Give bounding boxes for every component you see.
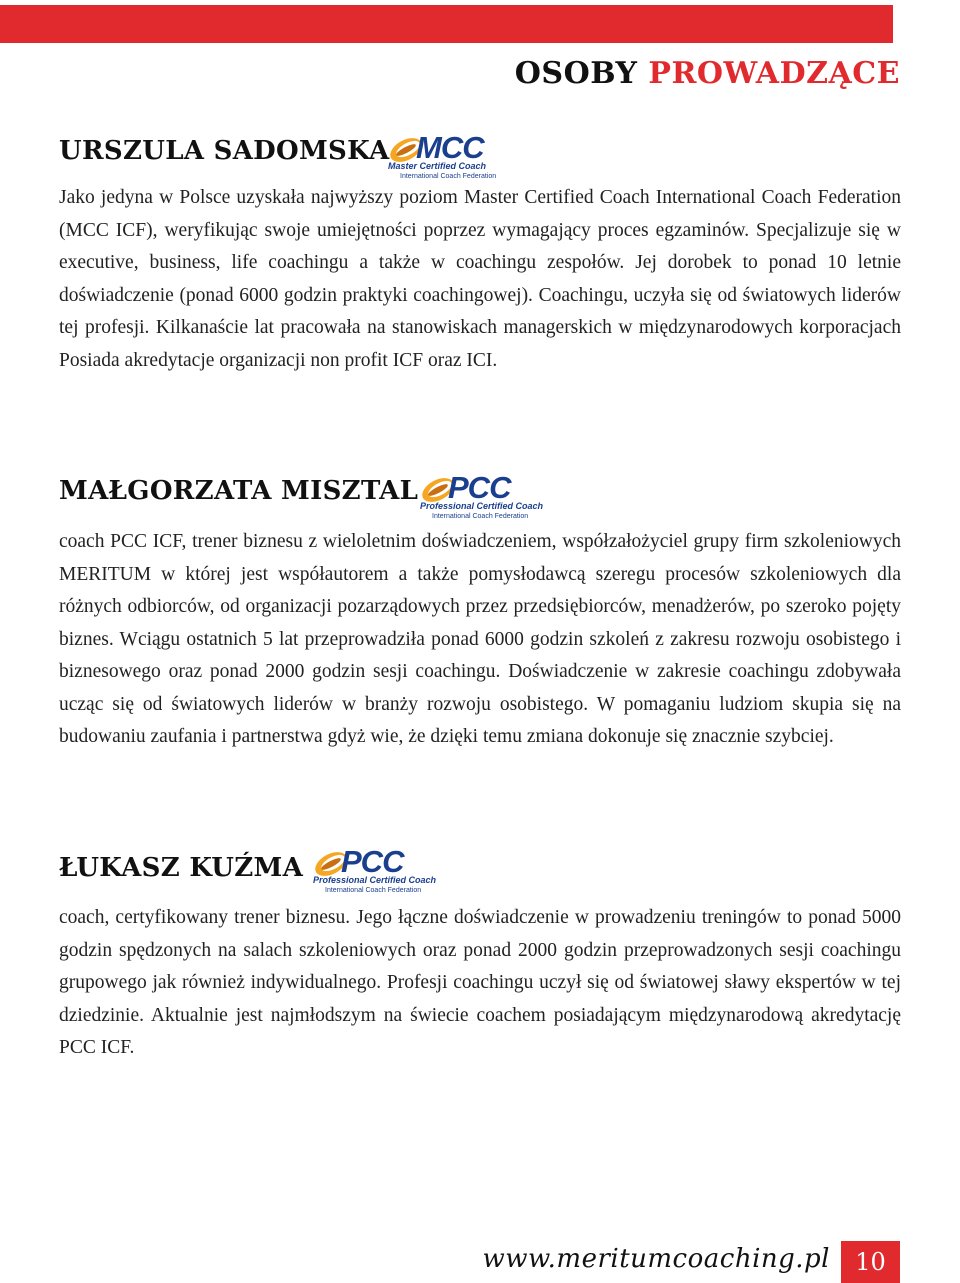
person-bio: Jako jedyna w Polsce uzyskała najwyższy poziom Master Certified Coach International Coach Federation (MCC ICF), weryfikując swoje umiejętności poprzez wymagający proces egzaminów. Specjalizuje się w executive, business, life coachingu a także w coachingu zespołów. Jej dorobek to ponad 10 letnie doświadczenie (ponad 6000 godzin praktyki coachingowej). Coachingu, uczyła się od światowych liderów tej profesji. Kilkanaście lat pracowała na stanowiskach managerskich w międzynarodowych korporacjach Posiada akredytacje organizacji non profit ICF oraz ICI. — [59, 187, 901, 371]
person-header-malgorzata-misztal — [59, 476, 418, 506]
badge-abbreviation: PCC — [448, 470, 511, 505]
page-title-part2: PROWADZĄCE — [648, 56, 900, 91]
header-accent-bar — [0, 5, 893, 43]
person-bio: coach PCC ICF, trener biznesu z wieloletnim doświadczeniem, współzałożyciel grupy firm szkoleniowych MERITUM w której jest współautorem a także pomysłodawcą szeregu procesów szkoleniowych dla różnych odbiorców, od organizacji pozarządowych przez przedsiębiorców, menadżerów, po szeroko pojęty biznes. Wciągu ostatnich 5 lat przeprowadziła ponad 6000 godzin szkoleń z zakresu rozwoju osobistego i biznesowego oraz ponad 2000 godzin sesji coachingu. Doświadczenie w zakresie coachingu zdobywała ucząc się od światowych liderów w branży rozwoju osobistego. W pomaganiu ludziom skupia się na budowaniu zaufania i partnerstwa gdyż wie, że dzięki temu zmiana dokonuje się znacznie szybciej. — [59, 531, 901, 747]
badge-title: Professional Certified Coach — [420, 501, 544, 511]
badge-abbreviation: PCC — [341, 844, 404, 879]
badge-abbreviation: MCC — [416, 130, 484, 165]
person-name: ŁUKASZ KUŹMA — [59, 853, 304, 883]
badge-organization: International Coach Federation — [432, 513, 529, 520]
person-header-urszula-sadomska — [59, 136, 389, 166]
footer-website-url: www.meritumcoaching.pl — [482, 1244, 830, 1274]
page-number: 10 — [855, 1248, 886, 1276]
person-header-lukasz-kuzma — [59, 853, 303, 883]
person-name: MAŁGORZATA MISZTAL — [59, 476, 419, 506]
person-bio: coach, certyfikowany trener biznesu. Jego łączne doświadczenie w prowadzeniu treningów to ponad 5000 godzin spędzonych na salach szkoleniowych oraz ponad 2000 godzin przeprowadzonych sesji coachingu grupowego jak również indywidualnego. Profesji coachingu uczył się od światowej sławy ekspertów w tej dziedzinie. Aktualnie jest najmłodszym na świecie coachem posiadającym międzynarodową akredytację PCC ICF. — [59, 907, 901, 1058]
badge-title: Master Certified Coach — [388, 161, 487, 171]
page-title-part1: OSOBY — [514, 56, 649, 91]
badge-organization: International Coach Federation — [400, 173, 497, 180]
pcc-badge-icon — [311, 844, 437, 894]
mcc-badge-icon — [386, 130, 497, 180]
badge-organization: International Coach Federation — [325, 887, 422, 894]
pcc-badge-icon — [418, 470, 544, 520]
page-title — [515, 56, 900, 91]
page-number-badge — [841, 1241, 900, 1283]
person-name: URSZULA SADOMSKA — [59, 136, 390, 166]
badge-title: Professional Certified Coach — [313, 875, 437, 885]
